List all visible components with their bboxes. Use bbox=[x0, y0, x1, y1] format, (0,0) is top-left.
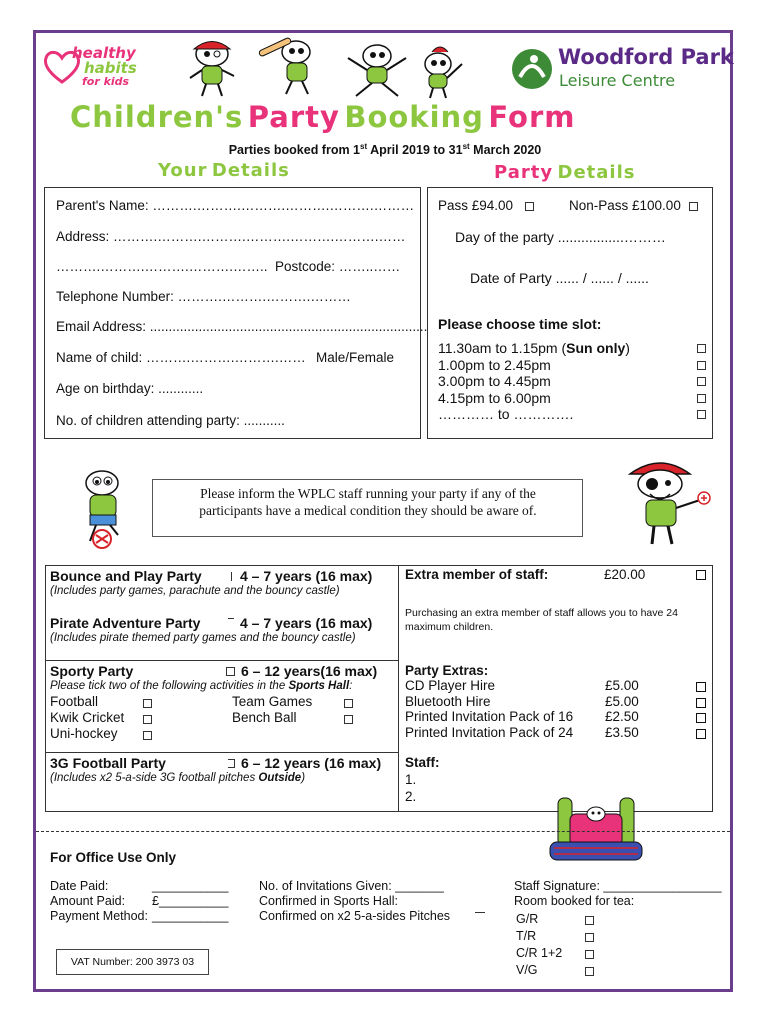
time-slot-checkbox[interactable] bbox=[697, 377, 706, 386]
staff-signature-field[interactable]: Staff Signature: _________________ bbox=[514, 879, 722, 893]
confirmed-pitches[interactable]: Confirmed on x2 5-a-sides Pitches bbox=[259, 909, 451, 923]
bounce-party-title: Bounce and Play Party bbox=[50, 568, 202, 584]
table-row-divider bbox=[45, 752, 398, 753]
extra-item-checkbox[interactable] bbox=[696, 729, 706, 739]
party-day-field[interactable]: Day of the party .................……… bbox=[455, 229, 666, 245]
woodford-park-logo bbox=[510, 45, 734, 95]
your-details-heading: Your Details bbox=[158, 160, 290, 181]
extra-item[interactable]: CD Player Hire £5.00 bbox=[405, 678, 713, 694]
time-slot-checkbox[interactable] bbox=[697, 361, 706, 370]
extra-item[interactable]: Printed Invitation Pack of 16 £2.50 bbox=[405, 709, 713, 725]
room-checkbox[interactable] bbox=[585, 933, 594, 942]
cartoon-jumping-icon bbox=[342, 38, 412, 100]
sporty-party-checkbox[interactable] bbox=[226, 667, 235, 676]
extra-item[interactable]: Printed Invitation Pack of 24 £3.50 bbox=[405, 725, 713, 741]
confirmed-sports-hall[interactable]: Confirmed in Sports Hall: bbox=[259, 894, 398, 908]
nonpass-checkbox[interactable] bbox=[689, 202, 698, 211]
title-word-children: Children's bbox=[70, 100, 244, 134]
parents-name-field[interactable]: Parent's Name: ……….……….……….……….……….……… bbox=[56, 198, 415, 213]
bouncy-castle-icon bbox=[540, 790, 652, 868]
bounce-party-checkbox[interactable] bbox=[231, 572, 232, 581]
pirate-party-checkbox[interactable] bbox=[228, 618, 234, 619]
extra-staff-note: Purchasing an extra member of staff allows you to have 24 maximum children. bbox=[405, 607, 678, 633]
staff-heading: Staff: bbox=[405, 755, 440, 770]
uni-hockey-checkbox[interactable] bbox=[143, 731, 152, 740]
table-column-divider bbox=[398, 565, 399, 812]
time-slot-item[interactable]: 11.30am to 1.15pm (Sun only) bbox=[438, 340, 708, 357]
table-row-divider bbox=[45, 660, 398, 661]
payment-method-label: Payment Method: bbox=[50, 909, 148, 923]
pass-checkbox[interactable] bbox=[525, 202, 534, 211]
office-use-heading: For Office Use Only bbox=[50, 850, 177, 865]
num-children-field[interactable]: No. of children attending party: ........... bbox=[56, 413, 285, 428]
cartoon-footballer-icon bbox=[62, 465, 142, 551]
activity-kwik-cricket[interactable]: Kwik Cricket bbox=[50, 710, 125, 725]
room-checkbox[interactable] bbox=[585, 916, 594, 925]
room-options bbox=[516, 912, 606, 980]
g3-party-checkbox[interactable] bbox=[228, 759, 235, 768]
woodford-logo-line1: Woodford Park bbox=[558, 45, 734, 69]
time-slot-list bbox=[438, 340, 708, 423]
office-use-divider bbox=[36, 831, 730, 832]
date-paid-field[interactable]: ___________ bbox=[152, 879, 229, 893]
party-extras-list bbox=[405, 678, 713, 740]
sporty-party-desc: Please tick two of the following activities in the Sports Hall: bbox=[50, 680, 353, 692]
cartoon-batter-icon bbox=[252, 34, 330, 100]
pirate-party-desc: (Includes pirate themed party games and the bouncy castle) bbox=[50, 632, 356, 644]
cartoon-pirate-icon bbox=[180, 36, 246, 100]
title-word-booking: Booking bbox=[344, 100, 484, 134]
telephone-field[interactable]: Telephone Number: ……….……….……….……… bbox=[56, 289, 351, 304]
football-checkbox[interactable] bbox=[143, 699, 152, 708]
email-field[interactable]: Email Address: .......................................................................... bbox=[56, 319, 428, 334]
bounce-party-desc: (Includes party games, parachute and the bouncy castle) bbox=[50, 585, 340, 597]
age-field[interactable]: Age on birthday: ............ bbox=[56, 381, 204, 396]
vat-number: VAT Number: 200 3973 03 bbox=[70, 956, 195, 968]
activity-uni-hockey[interactable]: Uni-hockey bbox=[50, 726, 118, 741]
amount-paid-field[interactable]: £__________ bbox=[152, 894, 229, 908]
extra-staff-checkbox[interactable] bbox=[696, 570, 706, 580]
team-games-checkbox[interactable] bbox=[344, 699, 353, 708]
sporty-party-age: 6 – 12 years(16 max) bbox=[241, 663, 378, 679]
time-slot-checkbox[interactable] bbox=[697, 410, 706, 419]
party-date-field[interactable]: Date of Party ...... / ...... / ...... bbox=[470, 270, 649, 286]
room-booked-label: Room booked for tea: bbox=[514, 894, 635, 908]
healthy-logo-line1: healthy bbox=[72, 44, 136, 62]
room-checkbox[interactable] bbox=[585, 967, 594, 976]
room-checkbox[interactable] bbox=[585, 950, 594, 959]
room-option[interactable]: C/R 1+2 bbox=[516, 946, 606, 963]
cartoon-waving-icon bbox=[410, 38, 470, 100]
cartoon-pirate-sword-icon bbox=[620, 452, 720, 552]
child-name-field[interactable]: Name of child: ……….……….……….…… bbox=[56, 350, 306, 365]
room-option[interactable]: G/R bbox=[516, 912, 606, 929]
party-extras-heading: Party Extras: bbox=[405, 663, 489, 678]
time-slot-item[interactable]: 4.15pm to 6.00pm bbox=[438, 390, 708, 407]
payment-method-field[interactable]: ___________ bbox=[152, 909, 229, 923]
amount-paid-label: Amount Paid: bbox=[50, 894, 126, 908]
staff-line-2[interactable]: 2. bbox=[405, 789, 417, 804]
bounce-party-age: 4 – 7 years (16 max) bbox=[240, 568, 373, 584]
title-word-party: Party bbox=[247, 100, 340, 134]
party-details-heading: Party Details bbox=[494, 162, 636, 183]
time-slot-item[interactable]: ………… to …………. bbox=[438, 406, 708, 423]
woodford-logo-line2: Leisure Centre bbox=[559, 71, 676, 90]
title-word-form: Form bbox=[488, 100, 576, 134]
pirate-party-title: Pirate Adventure Party bbox=[50, 615, 201, 631]
activity-bench-ball[interactable]: Bench Ball bbox=[232, 710, 297, 725]
date-paid-label: Date Paid: bbox=[50, 879, 109, 893]
time-slot-heading: Please choose time slot: bbox=[438, 316, 602, 332]
your-details-box bbox=[44, 187, 421, 439]
kwik-cricket-checkbox[interactable] bbox=[143, 715, 152, 724]
healthy-logo-line3: for kids bbox=[82, 75, 130, 88]
invitations-given-field[interactable]: No. of Invitations Given: _______ bbox=[259, 879, 444, 893]
activity-football[interactable]: Football bbox=[50, 694, 99, 709]
extra-item[interactable]: Bluetooth Hire £5.00 bbox=[405, 694, 713, 710]
staff-line-1[interactable]: 1. bbox=[405, 772, 417, 787]
healthy-logo-line2: habits bbox=[84, 59, 137, 77]
time-slot-checkbox[interactable] bbox=[697, 344, 706, 353]
room-option[interactable]: T/R bbox=[516, 929, 606, 946]
booking-period: Parties booked from 1st April 2019 to 31st March 2020 bbox=[228, 142, 542, 158]
medical-notice-text: Please inform the WPLC staff running your party if any of the participants have a medical condition they should be aware of. bbox=[199, 486, 537, 518]
pirate-party-age: 4 – 7 years (16 max) bbox=[240, 615, 373, 631]
extra-staff-price: £20.00 bbox=[604, 567, 646, 582]
address-line2-field[interactable]: ……….……….……….……….…….. bbox=[56, 259, 268, 274]
pass-option[interactable]: Pass £94.00 bbox=[438, 198, 534, 213]
extra-item-checkbox[interactable] bbox=[696, 682, 706, 692]
extra-item-checkbox[interactable] bbox=[696, 713, 706, 723]
nonpass-option[interactable]: Non-Pass £100.00 bbox=[569, 198, 698, 213]
confirmed-pitches-checkbox[interactable] bbox=[475, 912, 485, 913]
extra-item-checkbox[interactable] bbox=[696, 698, 706, 708]
page-title bbox=[70, 100, 710, 134]
g3-party-title: 3G Football Party bbox=[50, 755, 166, 771]
extra-staff-label: Extra member of staff: bbox=[405, 567, 549, 582]
time-slot-item[interactable]: 3.00pm to 4.45pm bbox=[438, 373, 708, 390]
activity-team-games[interactable]: Team Games bbox=[232, 694, 313, 709]
room-option[interactable]: V/G bbox=[516, 963, 606, 980]
sporty-party-title: Sporty Party bbox=[50, 663, 134, 679]
time-slot-item[interactable]: 1.00pm to 2.45pm bbox=[438, 357, 708, 374]
address-field[interactable]: Address: ……….……….……….……….……….……….…… bbox=[56, 229, 406, 244]
time-slot-checkbox[interactable] bbox=[697, 394, 706, 403]
postcode-field[interactable]: Postcode: ……..…… bbox=[275, 259, 401, 274]
g3-party-age: 6 – 12 years (16 max) bbox=[241, 755, 382, 771]
bench-ball-checkbox[interactable] bbox=[344, 715, 353, 724]
g3-party-desc: (Includes x2 5-a-side 3G football pitches Outside) bbox=[50, 772, 306, 784]
healthy-habits-logo bbox=[42, 44, 142, 94]
male-female-label[interactable]: Male/Female bbox=[316, 350, 395, 365]
